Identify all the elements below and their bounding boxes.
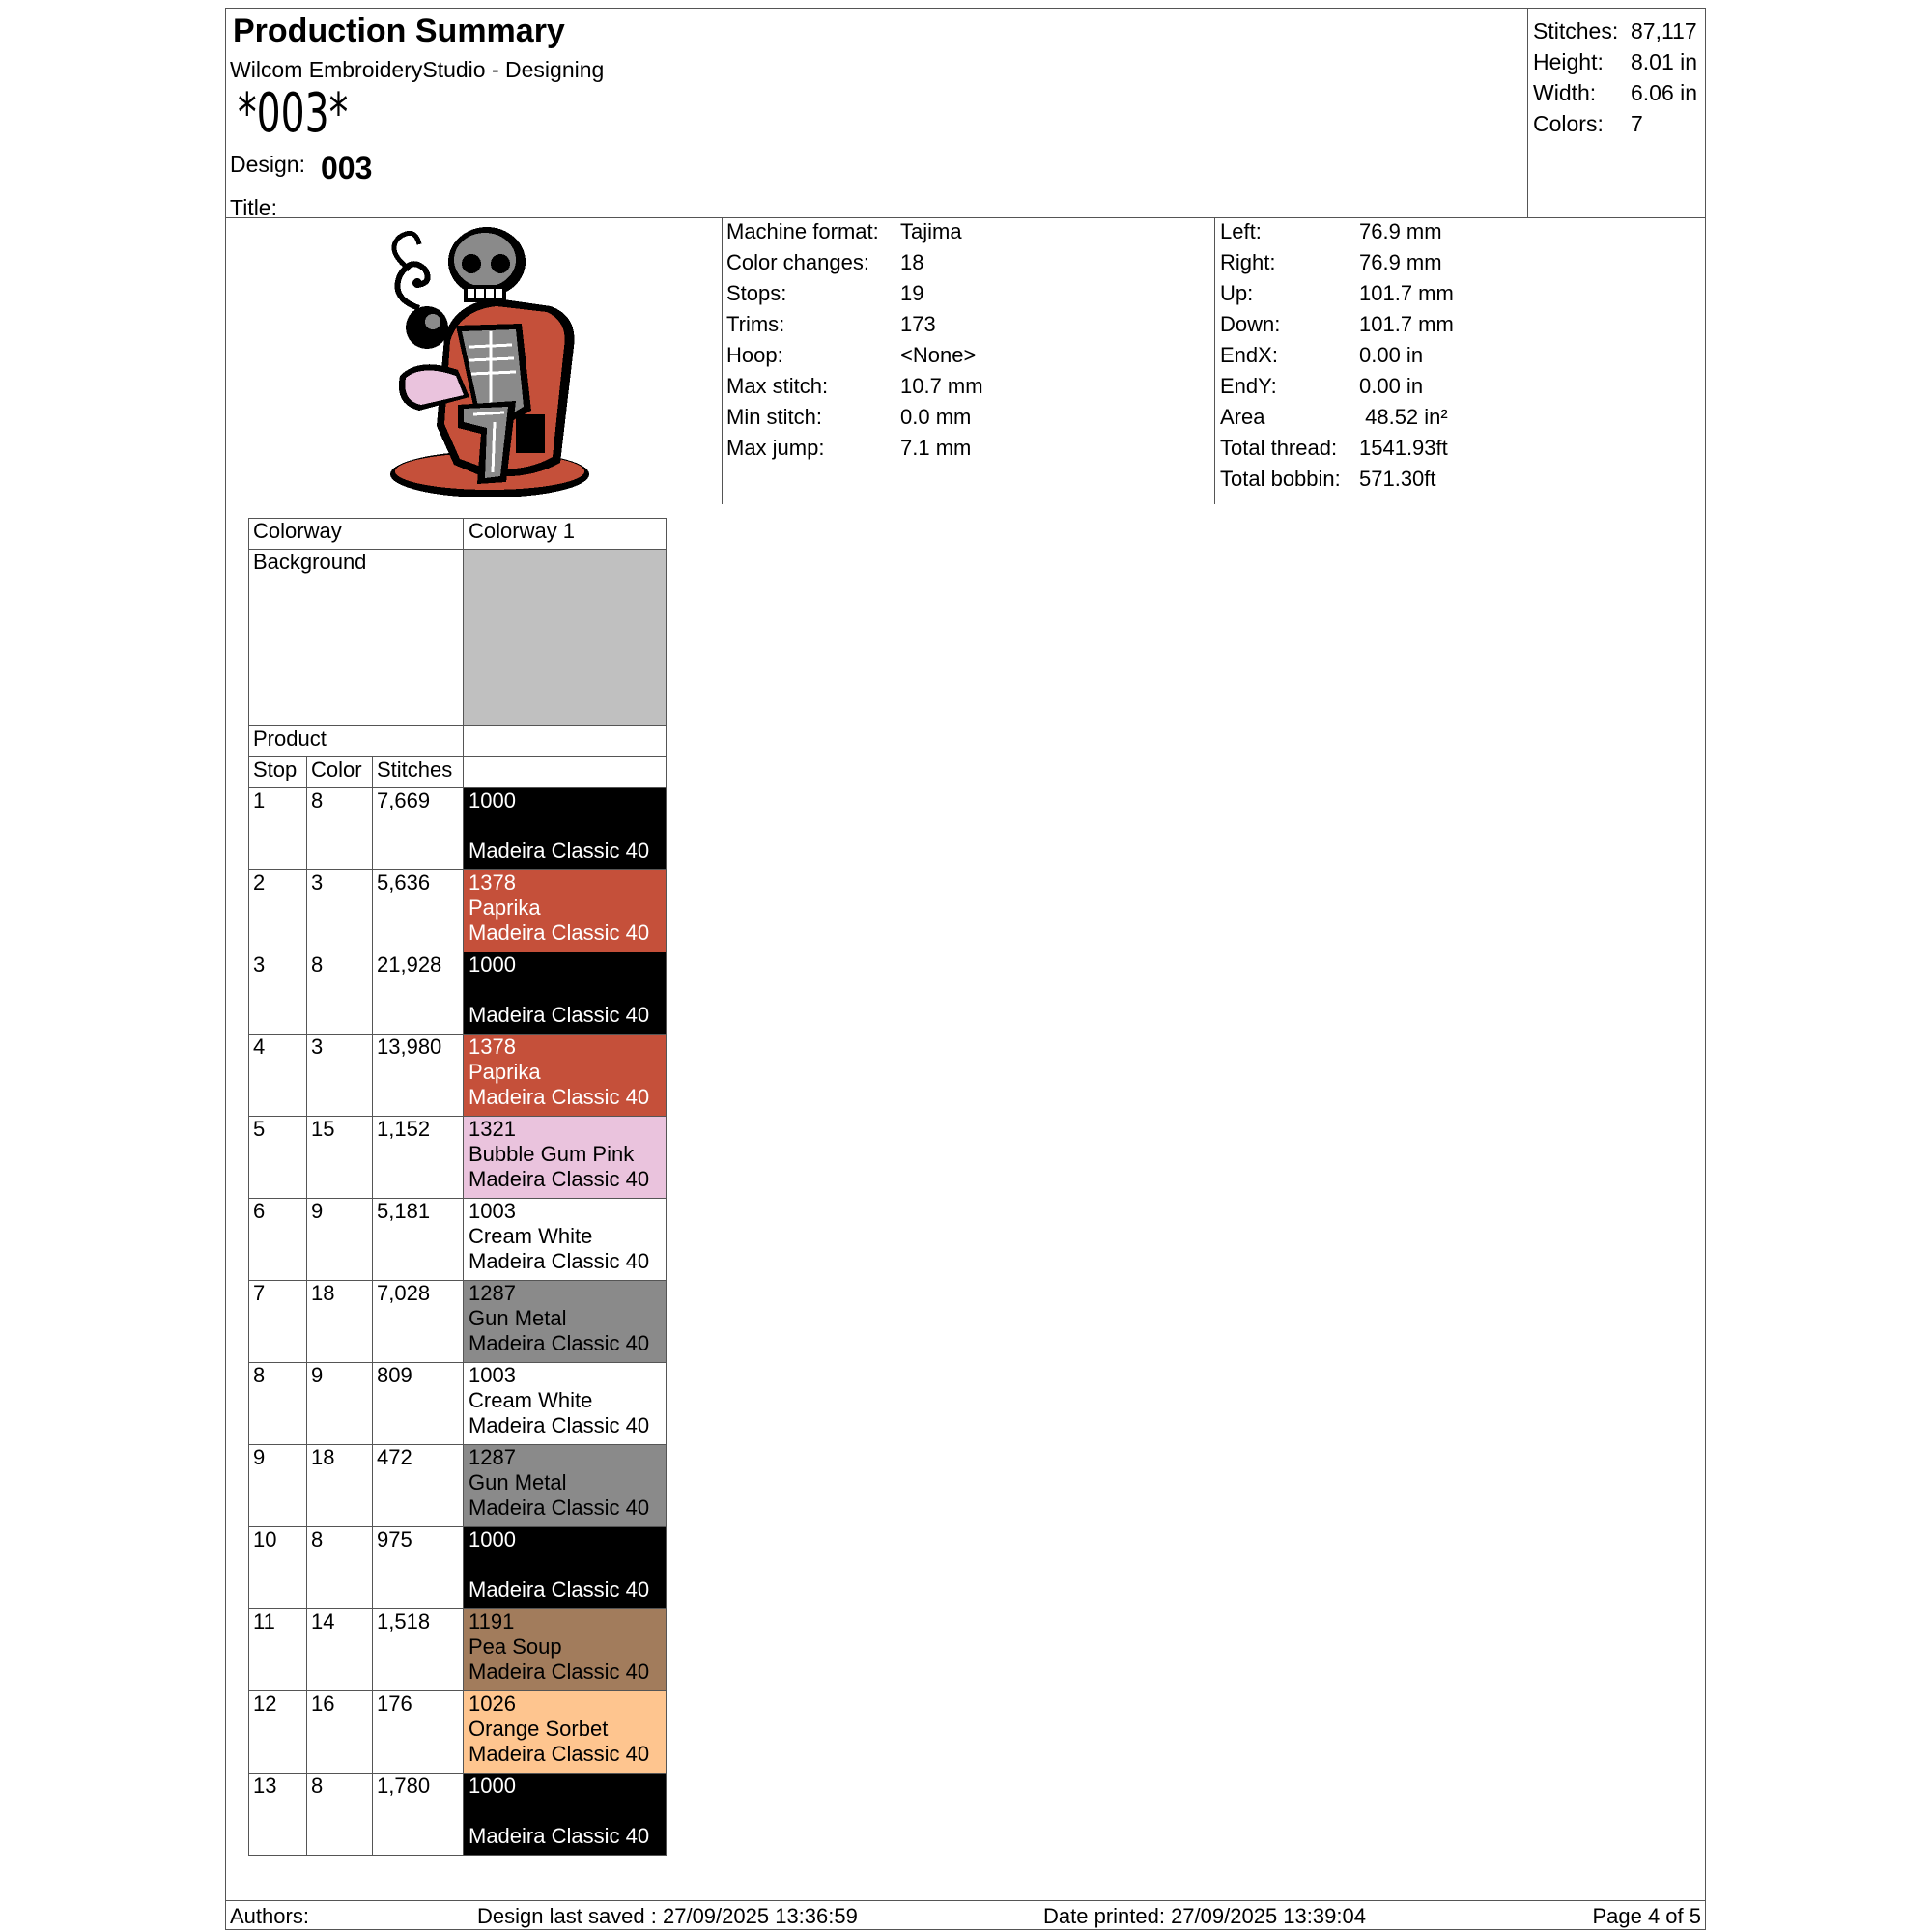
color-number: 8 <box>307 1774 373 1856</box>
dimension-value: 0.00 in <box>1359 343 1424 367</box>
product-label: Product <box>249 726 464 757</box>
stitch-count: 7,028 <box>373 1281 464 1363</box>
column-header-stop: Stop <box>249 757 307 788</box>
machine-label: Machine format: <box>726 219 879 243</box>
machine-label: Hoop: <box>726 343 783 367</box>
thread-code: 1378 <box>469 870 516 895</box>
software-subtitle: Wilcom EmbroideryStudio - Designing <box>230 57 605 82</box>
stop-number: 9 <box>249 1445 307 1527</box>
summary-value: 87,117 <box>1631 18 1697 43</box>
dimension-label: Left: <box>1220 219 1262 243</box>
thread-name: Cream White <box>469 1224 593 1248</box>
thread-brand: Madeira Classic 40 <box>469 1824 650 1848</box>
dimension-value: 101.7 mm <box>1359 281 1454 305</box>
design-barcode-text: *003* <box>238 82 349 145</box>
footer-last-saved: Design last saved : 27/09/2025 13:36:59 <box>477 1904 858 1928</box>
thread-name <box>469 978 661 1003</box>
thread-name <box>469 1799 661 1824</box>
table-row <box>249 1609 667 1691</box>
stitch-count: 13,980 <box>373 1035 464 1117</box>
thread-brand: Madeira Classic 40 <box>469 1003 650 1027</box>
stitch-count: 5,181 <box>373 1199 464 1281</box>
stop-number: 10 <box>249 1527 307 1609</box>
dimension-label: Total thread: <box>1220 436 1338 460</box>
color-number: 14 <box>307 1609 373 1691</box>
background-label: Background <box>249 550 464 726</box>
thread-name: Cream White <box>469 1388 593 1412</box>
summary-label: Width: <box>1533 80 1597 105</box>
column-header-stitches: Stitches <box>373 757 464 788</box>
table-row <box>249 1774 667 1856</box>
design-label: Design: <box>230 152 305 177</box>
color-number: 3 <box>307 1035 373 1117</box>
thread-brand: Madeira Classic 40 <box>469 1085 650 1109</box>
dimension-label: Up: <box>1220 281 1254 305</box>
product-swatch <box>464 726 667 757</box>
stitch-count: 1,780 <box>373 1774 464 1856</box>
thread-name: Orange Sorbet <box>469 1717 609 1741</box>
thread-swatch <box>464 1691 667 1774</box>
stop-number: 6 <box>249 1199 307 1281</box>
stop-number: 2 <box>249 870 307 952</box>
thread-swatch <box>464 1281 667 1363</box>
thread-brand: Madeira Classic 40 <box>469 1577 650 1602</box>
summary-value: 7 <box>1631 111 1643 136</box>
table-row <box>249 952 667 1035</box>
footer-authors: Authors: <box>230 1904 309 1928</box>
machine-label: Max jump: <box>726 436 825 460</box>
stop-number: 3 <box>249 952 307 1035</box>
machine-label: Color changes: <box>726 250 869 274</box>
thread-brand: Madeira Classic 40 <box>469 921 650 945</box>
dimension-value: 1541.93ft <box>1359 436 1448 460</box>
table-row <box>249 1445 667 1527</box>
thread-name: Pea Soup <box>469 1634 562 1659</box>
table-row <box>249 870 667 952</box>
thread-code: 1026 <box>469 1691 516 1716</box>
thread-swatch <box>464 1363 667 1445</box>
machine-label: Trims: <box>726 312 785 336</box>
color-number: 16 <box>307 1691 373 1774</box>
stop-number: 8 <box>249 1363 307 1445</box>
stitch-count: 472 <box>373 1445 464 1527</box>
title-label: Title: <box>230 195 277 220</box>
thread-name: Gun Metal <box>469 1306 567 1330</box>
thread-code: 1003 <box>469 1363 516 1387</box>
thread-name <box>469 813 661 838</box>
thread-swatch <box>464 1117 667 1199</box>
summary-label: Height: <box>1533 49 1604 74</box>
thread-brand: Madeira Classic 40 <box>469 1742 650 1766</box>
thread-name: Paprika <box>469 895 541 920</box>
dimension-value: 0.00 in <box>1359 374 1424 398</box>
thread-code: 1003 <box>469 1199 516 1223</box>
thread-code: 1000 <box>469 1774 516 1798</box>
table-row <box>249 1691 667 1774</box>
machine-value: 19 <box>900 281 924 305</box>
machine-label: Min stitch: <box>726 405 823 429</box>
thread-swatch <box>464 1774 667 1856</box>
summary-value: 8.01 in <box>1631 49 1698 74</box>
dimension-value: 101.7 mm <box>1359 312 1454 336</box>
table-row <box>249 788 667 870</box>
dimension-label: Total bobbin: <box>1220 467 1341 491</box>
color-number: 3 <box>307 870 373 952</box>
thread-brand: Madeira Classic 40 <box>469 838 650 863</box>
thread-brand: Madeira Classic 40 <box>469 1331 650 1355</box>
thread-code: 1000 <box>469 788 516 812</box>
dimension-value: 571.30ft <box>1359 467 1436 491</box>
thread-name: Bubble Gum Pink <box>469 1142 635 1166</box>
production-summary-page <box>225 8 1706 1930</box>
thread-swatch <box>464 1445 667 1527</box>
stitch-count: 21,928 <box>373 952 464 1035</box>
machine-value: 10.7 mm <box>900 374 983 398</box>
stop-number: 5 <box>249 1117 307 1199</box>
color-number: 8 <box>307 1527 373 1609</box>
dimension-label: EndY: <box>1220 374 1277 398</box>
summary-label: Stitches: <box>1533 18 1619 43</box>
thread-brand: Madeira Classic 40 <box>469 1167 650 1191</box>
stitch-count: 809 <box>373 1363 464 1445</box>
thread-name: Paprika <box>469 1060 541 1084</box>
colorway-table <box>248 518 667 1856</box>
table-row <box>249 1035 667 1117</box>
stitch-count: 1,518 <box>373 1609 464 1691</box>
stitch-count: 7,669 <box>373 788 464 870</box>
design-value: 003 <box>321 151 373 185</box>
thread-swatch <box>464 952 667 1035</box>
stitch-count: 1,152 <box>373 1117 464 1199</box>
dimension-value: 76.9 mm <box>1359 250 1442 274</box>
dimension-value: 76.9 mm <box>1359 219 1442 243</box>
color-number: 18 <box>307 1281 373 1363</box>
table-row <box>249 1527 667 1609</box>
stitch-count: 975 <box>373 1527 464 1609</box>
thread-brand: Madeira Classic 40 <box>469 1413 650 1437</box>
design-preview <box>361 221 593 501</box>
footer-date-printed: Date printed: 27/09/2025 13:39:04 <box>1043 1904 1366 1928</box>
column-header-color: Color <box>307 757 373 788</box>
color-number: 9 <box>307 1199 373 1281</box>
thread-name: Gun Metal <box>469 1470 567 1494</box>
machine-value: 7.1 mm <box>900 436 972 460</box>
thread-swatch <box>464 1199 667 1281</box>
color-number: 15 <box>307 1117 373 1199</box>
machine-value: 173 <box>900 312 936 336</box>
table-row <box>249 1363 667 1445</box>
thread-swatch <box>464 1527 667 1609</box>
dimension-label: Area <box>1220 405 1265 429</box>
color-number: 8 <box>307 788 373 870</box>
dimension-label: Right: <box>1220 250 1276 274</box>
machine-value: 0.0 mm <box>900 405 972 429</box>
thread-brand: Madeira Classic 40 <box>469 1249 650 1273</box>
machine-value: <None> <box>900 343 977 367</box>
table-row <box>249 1281 667 1363</box>
skeleton-armchair-icon <box>361 221 593 501</box>
thread-code: 1321 <box>469 1117 516 1141</box>
stop-number: 7 <box>249 1281 307 1363</box>
stop-number: 12 <box>249 1691 307 1774</box>
machine-label: Max stitch: <box>726 374 829 398</box>
stop-number: 4 <box>249 1035 307 1117</box>
colorway-name: Colorway 1 <box>464 519 667 550</box>
page-title: Production Summary <box>233 13 565 49</box>
colorway-label: Colorway <box>249 519 464 550</box>
machine-label: Stops: <box>726 281 787 305</box>
thread-brand: Madeira Classic 40 <box>469 1495 650 1520</box>
thread-code: 1000 <box>469 952 516 977</box>
thread-swatch <box>464 1035 667 1117</box>
color-number: 18 <box>307 1445 373 1527</box>
color-number: 8 <box>307 952 373 1035</box>
dimension-label: Down: <box>1220 312 1281 336</box>
color-number: 9 <box>307 1363 373 1445</box>
stitch-count: 5,636 <box>373 870 464 952</box>
column-header-thread <box>464 757 667 788</box>
machine-value: 18 <box>900 250 924 274</box>
thread-code: 1287 <box>469 1445 516 1469</box>
machine-value: Tajima <box>900 219 962 243</box>
dimension-label: EndX: <box>1220 343 1278 367</box>
summary-value: 6.06 in <box>1631 80 1698 105</box>
dimension-value: 48.52 in² <box>1359 405 1448 429</box>
thread-code: 1191 <box>469 1609 515 1634</box>
thread-code: 1287 <box>469 1281 516 1305</box>
thread-code: 1000 <box>469 1527 516 1551</box>
thread-code: 1378 <box>469 1035 516 1059</box>
stop-number: 11 <box>249 1609 307 1691</box>
thread-swatch <box>464 1609 667 1691</box>
footer-page-number: Page 4 of 5 <box>1592 1904 1701 1928</box>
summary-label: Colors: <box>1533 111 1604 136</box>
table-row <box>249 1199 667 1281</box>
stop-number: 1 <box>249 788 307 870</box>
background-swatch <box>464 550 667 726</box>
thread-swatch <box>464 870 667 952</box>
stitch-count: 176 <box>373 1691 464 1774</box>
stop-number: 13 <box>249 1774 307 1856</box>
thread-swatch <box>464 788 667 870</box>
table-row <box>249 1117 667 1199</box>
thread-name <box>469 1552 661 1577</box>
thread-brand: Madeira Classic 40 <box>469 1660 650 1684</box>
